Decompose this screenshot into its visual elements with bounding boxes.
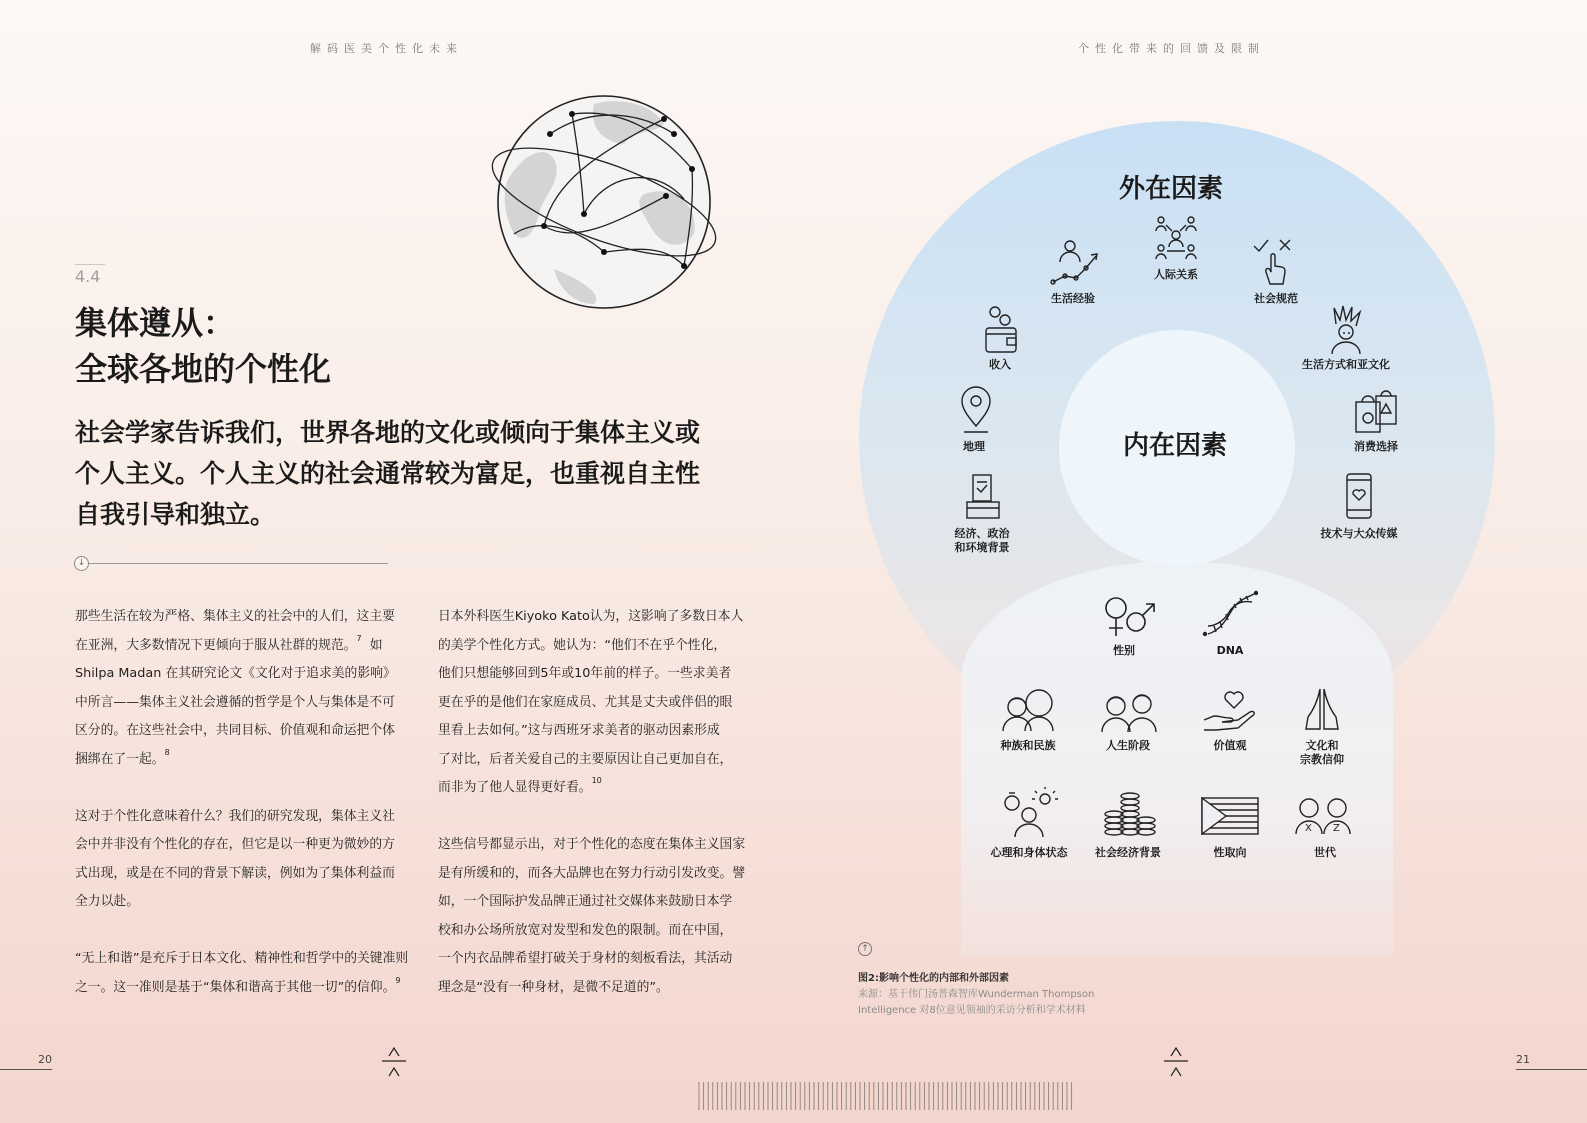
- econ-politics-icon: [965, 472, 1001, 522]
- text-line: 校和办公场所放宽对发型和发色的限制。而在中国，: [438, 922, 733, 938]
- label-relationships: 人际关系: [1154, 268, 1198, 281]
- label-orientation: 性取向: [1213, 846, 1247, 859]
- footnote-ref: 9: [395, 975, 401, 985]
- text-line: 如，一个国际护发品牌正通过社交媒体来鼓励日本学: [438, 894, 733, 909]
- text-line: “无上和谐”是充斥于日本文化、精神性和哲学中的关键准则: [75, 951, 409, 966]
- label-line: 宗教信仰: [1300, 753, 1344, 766]
- label-values: 价值观: [1213, 739, 1247, 752]
- text-line: Shilpa Madan 在其研究论文《文化对于追求美的影响》: [75, 666, 396, 681]
- values-icon: [1202, 688, 1258, 734]
- title-line-2: 全球各地的个性化: [75, 350, 332, 388]
- a-mark-icon: [382, 1046, 406, 1082]
- text-line: 中所言——集体主义社会遵循的哲学是个人与集体是不可: [75, 694, 395, 710]
- paragraph: [75, 945, 415, 1002]
- footnote-ref: 7: [356, 633, 362, 643]
- tech-media-icon: [1343, 472, 1375, 522]
- lead-line: 自我引导和独立。: [75, 500, 276, 529]
- text-line: 一个内衣品牌希望打破关于身材的刻板看法，其活动: [438, 951, 733, 966]
- footnote-ref: 8: [164, 747, 170, 757]
- text-line: 区分的。在这些社会中，共同目标、价值观和命运把个体: [75, 723, 395, 738]
- page-title: [75, 300, 331, 392]
- paragraph: [438, 603, 748, 803]
- label-ethnicity: 种族和民族: [1000, 739, 1056, 752]
- mental-physical-icon: [1003, 787, 1059, 837]
- text-line: 理念是“没有一种身材，是微不足道的”。: [438, 979, 669, 995]
- lead-line: 个人主义。个人主义的社会通常较为富足，也重视自主性: [75, 459, 701, 488]
- text-line: 全力以赴。: [75, 894, 139, 909]
- down-arrow-icon: ↓: [74, 556, 89, 571]
- relationships-icon: [1155, 215, 1197, 261]
- text-line: 里看上去如何。”这与西班牙求美者的驱动因素形成: [438, 723, 720, 738]
- svg-text:Z: Z: [1333, 823, 1340, 834]
- ethnicity-icon: [1001, 685, 1059, 733]
- text-line: 那些生活在较为严格、集体主义的社会中的人们，这主要: [75, 609, 395, 624]
- text-line: 日本外科医生Kiyoko Kato认为，这影响了多数日本人: [438, 609, 744, 624]
- globe-icon: [484, 84, 724, 313]
- page-number-right: 21: [1516, 1053, 1530, 1066]
- footnote-ref: 10: [591, 776, 602, 785]
- lead-line: 社会学家告诉我们，世界各地的文化或倾向于集体主义或: [75, 418, 701, 447]
- text-line: 这对于个性化意味着什么？我们的研究发现，集体主义社: [75, 808, 395, 824]
- text-line: 他们只想能够回到5年或10年前的样子。一些求美者: [438, 666, 732, 681]
- consumption-icon: [1353, 386, 1399, 436]
- section-number: 4.4: [75, 264, 105, 286]
- figure-caption-title: 图2:影响个性化的内部和外部因素: [858, 973, 1009, 984]
- label-dna: DNA: [1216, 644, 1244, 657]
- figure-caption-source: [858, 987, 1094, 1019]
- paragraph: [75, 603, 415, 774]
- socioeconomic-icon: [1102, 792, 1158, 836]
- label-life-stage: 人生阶段: [1106, 739, 1150, 752]
- page-rule-right: [1516, 1069, 1587, 1070]
- running-head-right: 个性化带来的回馈及限制: [1078, 42, 1265, 55]
- source-line: Intelligence 对8位意见领袖的采访分析和学术材料: [858, 1005, 1086, 1016]
- income-icon: [983, 304, 1019, 356]
- label-line: 和环境背景: [954, 541, 1010, 554]
- social-norms-icon: [1252, 236, 1296, 288]
- dna-icon: [1202, 590, 1258, 640]
- text-line: 在亚洲，大多数情况下更倾向于服从社群的规范。$^7$ 如: [75, 633, 383, 653]
- running-head-left: 解码医美个性化未来: [310, 42, 463, 55]
- label-tech-media: 技术与大众传媒: [1320, 527, 1398, 540]
- text-line: 会中并非没有个性化的存在，但它是以一种更为微妙的方: [75, 837, 395, 852]
- label-geography: 地理: [963, 440, 985, 453]
- generation-icon: [1295, 796, 1353, 836]
- page-number-left: 20: [38, 1053, 52, 1066]
- label-social-norms: 社会规范: [1254, 292, 1298, 305]
- geography-icon: [958, 386, 994, 436]
- label-lifestyle: 生活方式和亚文化: [1302, 358, 1390, 371]
- label-econ: [950, 527, 1014, 555]
- label-generation: 世代: [1314, 846, 1336, 859]
- label-line: 经济、政治: [954, 527, 1010, 540]
- life-experience-icon: [1050, 236, 1100, 286]
- paragraph: [438, 831, 748, 1002]
- text-line: 的美学个性化方式。她认为：“他们不在乎个性化，: [438, 637, 727, 653]
- gender-icon: [1102, 594, 1158, 640]
- label-line: 文化和: [1305, 739, 1339, 752]
- label-socioeconomic: 社会经济背景: [1095, 846, 1161, 859]
- up-arrow-icon: ↑: [858, 942, 872, 956]
- divider: [88, 563, 388, 564]
- culture-religion-icon: [1302, 685, 1342, 733]
- title-line-1: 集体遵从：: [75, 304, 236, 342]
- body-column-left: [75, 603, 415, 1031]
- label-mental-physical: 心理和身体状态: [990, 846, 1068, 859]
- text-line: 式出现，或是在不同的背景下解读，例如为了集体利益而: [75, 865, 395, 881]
- text-line: 这些信号都显示出，对于个性化的态度在集体主义国家: [438, 837, 746, 852]
- text-line: 更在乎的是他们在家庭成员、尤其是丈夫或伴侣的眼: [438, 694, 733, 710]
- body-column-right: [438, 603, 748, 1031]
- life-stage-icon: [1100, 690, 1160, 734]
- text-line: 是有所缓和的，而各大品牌也在努力行动引发改变。譬: [438, 865, 746, 881]
- lead-paragraph: [75, 412, 700, 535]
- label-culture: [1290, 739, 1354, 767]
- lifestyle-icon: [1326, 304, 1366, 356]
- label-income: 收入: [989, 358, 1011, 371]
- external-factors-title: 外在因素: [1119, 174, 1224, 204]
- text-line: 捆绑在了一起。$^8$: [75, 747, 170, 767]
- paragraph: [75, 803, 415, 917]
- source-line: 来源：基于伟门汤普森智库Wunderman Thompson: [858, 989, 1095, 1000]
- text-line: 而非为了他人显得更好看。$^{10}$: [438, 776, 602, 795]
- label-consumption: 消费选择: [1354, 440, 1398, 453]
- decorative-stripes: [698, 1082, 1073, 1110]
- internal-factors-title: 内在因素: [1123, 431, 1228, 461]
- a-mark-icon: [1164, 1046, 1188, 1082]
- page-rule-left: [0, 1069, 52, 1070]
- svg-text:X: X: [1305, 823, 1312, 834]
- text-line: 了对比，后者关爱自己的主要原因让自己更加自在，: [438, 751, 733, 767]
- label-gender: 性别: [1113, 644, 1135, 657]
- text-line: 之一。这一准则是基于“集体和谐高于其他一切”的信仰。$^9$: [75, 975, 401, 995]
- orientation-icon: [1200, 796, 1260, 836]
- label-life-experience: 生活经验: [1051, 292, 1095, 305]
